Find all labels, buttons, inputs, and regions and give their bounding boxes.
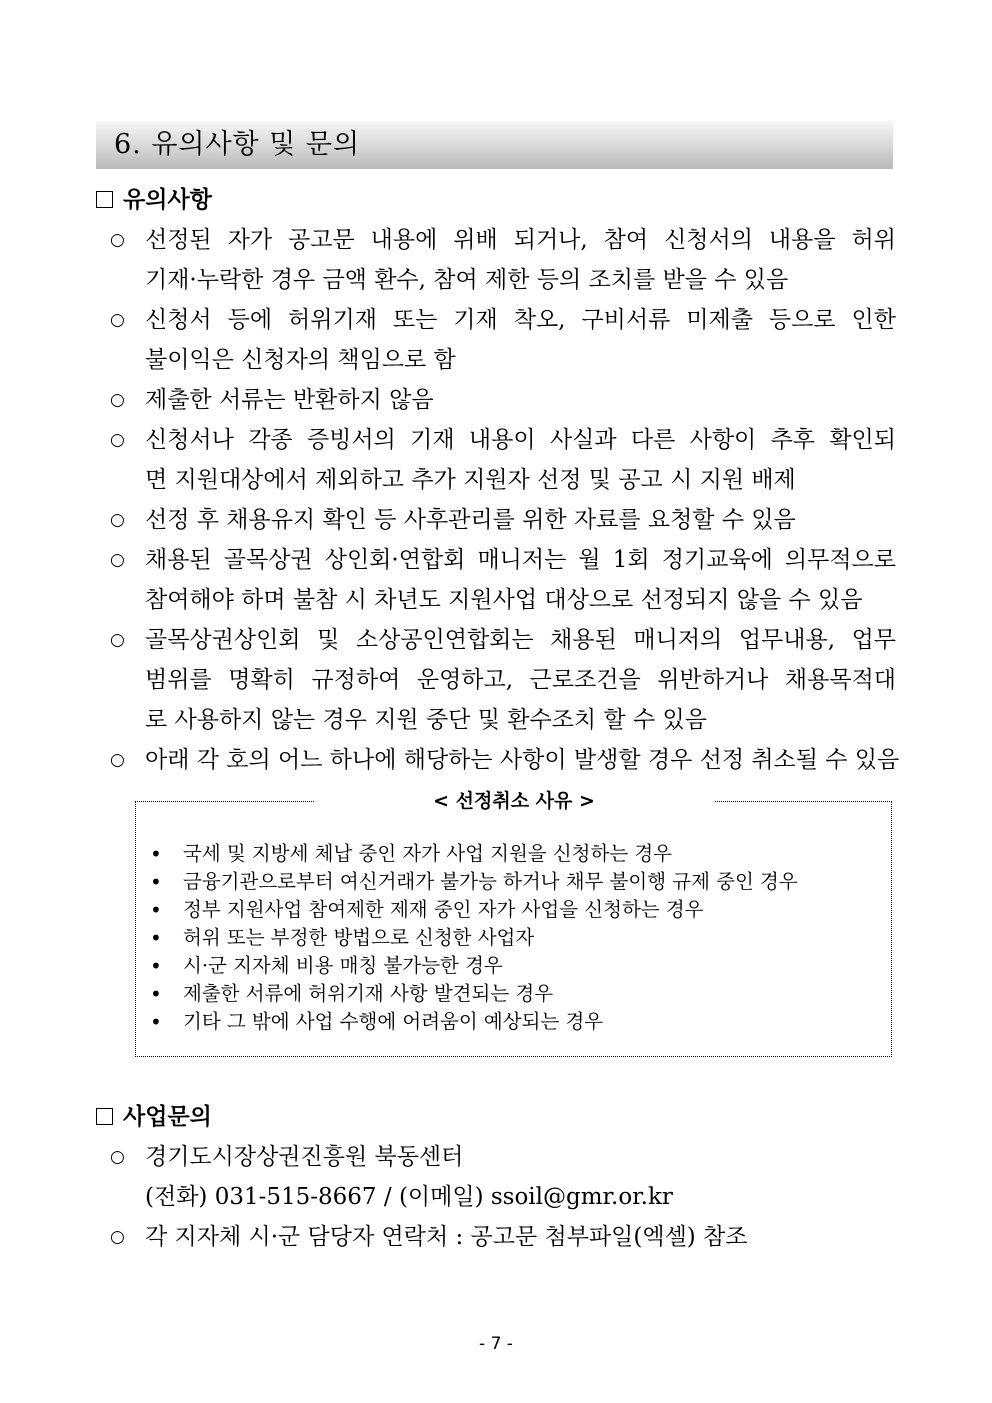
cancellation-item-text: 허위 또는 부정한 방법으로 신청한 사업자	[183, 926, 535, 949]
inquiry-heading	[96, 1102, 212, 1132]
note-item	[110, 380, 896, 420]
cancellation-item-text: 제출한 서류에 허위기재 사항 발견되는 경우	[183, 982, 554, 1005]
circle-bullet-icon: ○	[110, 430, 125, 450]
cancellation-item-text: 정부 지원사업 참여제한 제재 중인 자가 사업을 신청하는 경우	[183, 898, 704, 921]
bullet-dot-icon: •	[150, 1010, 162, 1034]
notes-heading-text: 유의사항	[123, 186, 212, 213]
circle-bullet-icon: ○	[110, 230, 125, 250]
note-line: 면 지원대상에서 제외하고 추가 지원자 선정 및 공고 시 지원 배제	[145, 467, 796, 493]
circle-bullet-icon: ○	[110, 630, 125, 650]
cancellation-title: < 선정취소 사유 >	[314, 788, 714, 814]
circle-bullet-icon: ○	[110, 510, 125, 530]
note-item	[110, 740, 900, 780]
checkbox-square-icon	[96, 1108, 113, 1125]
bullet-dot-icon: •	[150, 926, 162, 950]
circle-bullet-icon: ○	[110, 750, 125, 770]
circle-bullet-icon: ○	[110, 310, 125, 330]
note-line: 기재·누락한 경우 금액 환수, 참여 제한 등의 조치를 받을 수 있음	[145, 267, 789, 293]
checkbox-square-icon	[96, 191, 113, 208]
note-line: 선정된 자가 공고문 내용에 위배 되거나, 참여 신청서의 내용을 허위	[145, 227, 896, 253]
bullet-dot-icon: •	[150, 982, 162, 1006]
bullet-dot-icon: •	[150, 870, 162, 894]
inquiry-center-item	[110, 1137, 896, 1217]
cancellation-item	[150, 980, 880, 1008]
note-line: 불이익은 신청자의 책임으로 함	[145, 347, 456, 373]
note-item	[110, 420, 896, 500]
note-line: 선정 후 채용유지 확인 등 사후관리를 위한 자료를 요청할 수 있음	[145, 507, 796, 533]
cancellation-item-text: 국세 및 지방세 체납 중인 자가 사업 지원을 신청하는 경우	[183, 842, 673, 865]
section-title-bar	[96, 121, 893, 169]
cancellation-item	[150, 1008, 880, 1036]
cancellation-item	[150, 896, 880, 924]
inquiry-heading-text: 사업문의	[123, 1103, 212, 1130]
inquiry-local: 각 지자체 시·군 담당자 연락처 : 공고문 첨부파일(엑셀) 참조	[145, 1224, 748, 1250]
note-line: 채용된 골목상권 상인회·연합회 매니저는 월 1회 정기교육에 의무적으로	[145, 547, 896, 573]
cancellation-list	[150, 840, 880, 1036]
bullet-dot-icon: •	[150, 954, 162, 978]
cancellation-item-text: 시·군 지자체 비용 매칭 불가능한 경우	[183, 954, 503, 977]
note-line: 제출한 서류는 반환하지 않음	[145, 387, 434, 413]
note-item	[110, 500, 896, 540]
note-line: 골목상권상인회 및 소상공인연합회는 채용된 매니저의 업무내용, 업무	[145, 627, 896, 653]
notes-heading	[96, 185, 212, 215]
note-item	[110, 220, 896, 300]
note-line: 로 사용하지 않는 경우 지원 중단 및 환수조치 할 수 있음	[145, 707, 707, 733]
cancellation-item	[150, 952, 880, 980]
section-title: 6. 유의사항 및 문의	[114, 129, 361, 160]
note-item	[110, 540, 896, 620]
note-line: 신청서나 각종 증빙서의 기재 내용이 사실과 다른 사항이 추후 확인되	[145, 427, 896, 453]
note-line: 참여해야 하며 불참 시 차년도 지원사업 대상으로 선정되지 않을 수 있음	[145, 587, 863, 613]
note-line: 범위를 명확히 규정하여 운영하고, 근로조건을 위반하거나 채용목적대	[145, 667, 896, 693]
note-line: 아래 각 호의 어느 하나에 해당하는 사항이 발생할 경우 선정 취소될 수 있음	[145, 747, 900, 773]
circle-bullet-icon: ○	[110, 550, 125, 570]
circle-bullet-icon: ○	[110, 1147, 125, 1167]
cancellation-box	[135, 790, 892, 1057]
bullet-dot-icon: •	[150, 842, 162, 866]
page-number: - 7 -	[479, 1334, 513, 1354]
inquiry-local-item	[110, 1217, 896, 1257]
circle-bullet-icon: ○	[110, 1227, 125, 1247]
cancellation-item-text: 기타 그 밖에 사업 수행에 어려움이 예상되는 경우	[183, 1010, 604, 1033]
cancellation-item	[150, 868, 880, 896]
note-item	[110, 620, 896, 740]
bullet-dot-icon: •	[150, 898, 162, 922]
note-item	[110, 300, 896, 380]
inquiry-contact: (전화) 031-515-8667 / (이메일) ssoil@gmr.or.kr	[145, 1184, 673, 1210]
cancellation-item	[150, 924, 880, 952]
circle-bullet-icon: ○	[110, 390, 125, 410]
cancellation-item-text: 금융기관으로부터 여신거래가 불가능 하거나 채무 불이행 규제 중인 경우	[183, 870, 798, 893]
inquiry-center: 경기도시장상권진흥원 북동센터	[145, 1144, 464, 1170]
cancellation-item	[150, 840, 880, 868]
note-line: 신청서 등에 허위기재 또는 기재 착오, 구비서류 미제출 등으로 인한	[145, 307, 896, 333]
